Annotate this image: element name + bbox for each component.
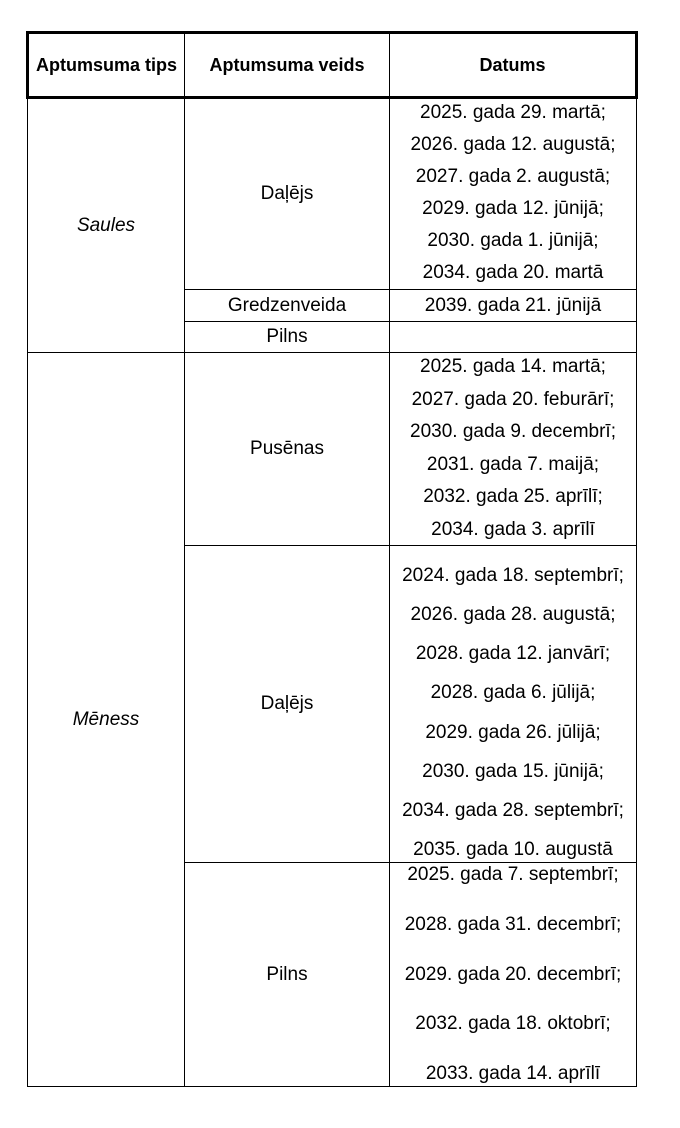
date-list <box>390 294 636 318</box>
date-list <box>390 546 636 862</box>
kind-cell: Gredzenveida <box>185 290 390 322</box>
date-list <box>390 99 636 289</box>
date-entry: 2032. gada 25. aprīlī; <box>423 486 603 508</box>
date-entry: 2028. gada 6. jūlijā; <box>430 682 596 704</box>
date-entry: 2039. gada 21. jūnijā <box>424 294 602 316</box>
date-entry: 2029. gada 26. jūlijā; <box>425 721 601 743</box>
date-entry: 2034. gada 28. septembrī; <box>402 799 624 821</box>
table-row <box>28 353 637 546</box>
kind-cell: Daļējs <box>185 546 390 863</box>
date-entry: 2026. gada 28. augustā; <box>410 604 616 626</box>
date-entry: 2034. gada 3. aprīlī <box>431 518 595 540</box>
kind-cell: Pilns <box>185 322 390 353</box>
date-cell <box>390 353 637 546</box>
date-entry: 2028. gada 12. janvārī; <box>415 643 611 665</box>
date-entry: 2027. gada 20. feburārī; <box>411 388 615 410</box>
date-list <box>390 863 636 1086</box>
date-entry: 2026. gada 12. augustā; <box>410 134 616 155</box>
table-row <box>28 98 637 290</box>
date-entry: 2025. gada 29. martā; <box>420 102 606 123</box>
date-entry: 2030. gada 15. jūnijā; <box>422 760 604 782</box>
type-cell-meness: Mēness <box>28 353 185 1087</box>
date-cell <box>390 98 637 290</box>
date-entry: 2025. gada 7. septembrī; <box>407 864 619 885</box>
header-date: Datums <box>390 33 637 98</box>
date-entry: 2030. gada 9. decembrī; <box>410 421 616 443</box>
date-entry: 2025. gada 14. martā; <box>420 356 606 377</box>
date-cell <box>390 863 637 1087</box>
header-type: Aptumsuma tips <box>28 33 185 98</box>
date-cell <box>390 290 637 322</box>
date-entry: 2028. gada 31. decembrī; <box>404 913 622 935</box>
date-entry: 2024. gada 18. septembrī; <box>402 565 624 586</box>
date-entry: 2032. gada 18. oktobrī; <box>415 1013 611 1035</box>
header-row <box>28 33 637 98</box>
eclipse-table <box>26 31 638 1087</box>
date-entry: 2029. gada 12. jūnijā; <box>422 198 604 219</box>
date-entry: 2027. gada 2. augustā; <box>415 166 611 187</box>
type-cell-saules: Saules <box>28 98 185 353</box>
kind-cell: Pusēnas <box>185 353 390 546</box>
date-cell <box>390 546 637 863</box>
kind-cell: Daļējs <box>185 98 390 290</box>
date-entry: 2033. gada 14. aprīlī <box>425 1063 601 1084</box>
date-list <box>390 353 636 545</box>
date-entry: 2035. gada 10. augustā <box>413 838 613 860</box>
kind-cell: Pilns <box>185 863 390 1087</box>
date-entry: 2031. gada 7. maijā; <box>426 453 600 475</box>
date-cell <box>390 322 637 353</box>
date-entry: 2029. gada 20. decembrī; <box>404 963 622 985</box>
date-entry: 2034. gada 20. martā <box>422 262 604 283</box>
header-kind: Aptumsuma veids <box>185 33 390 98</box>
date-entry: 2030. gada 1. jūnijā; <box>427 230 599 251</box>
